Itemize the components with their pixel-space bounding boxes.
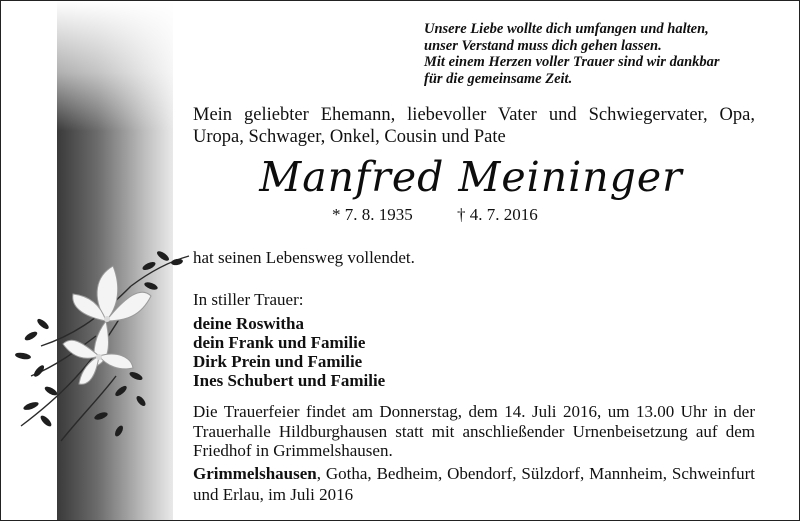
quote-line: Unsere Liebe wollte dich umfangen und halten, bbox=[424, 21, 709, 37]
quote-line: Mit einem Herzen voller Trauer sind wir dankbar bbox=[424, 54, 720, 70]
quote-line: für die gemeinsame Zeit. bbox=[424, 70, 573, 87]
mourning-intro: In stiller Trauer: bbox=[193, 290, 304, 309]
lily-flower-illustration bbox=[1, 226, 201, 456]
place-bold: Grimmelshausen bbox=[193, 464, 317, 483]
mourner-name: deine Roswitha bbox=[193, 314, 304, 333]
quote-line: unser Verstand muss dich gehen lassen. bbox=[424, 37, 662, 54]
birth-date: * 7. 8. 1935 bbox=[332, 205, 413, 224]
deceased-name: Manfred Meininger bbox=[259, 153, 683, 201]
mourner-name: Ines Schubert und Familie bbox=[193, 371, 386, 390]
mourner-name: dein Frank und Familie bbox=[193, 333, 366, 352]
life-line-text: hat seinen Lebensweg vollendet. bbox=[193, 248, 415, 267]
death-date: † 4. 7. 2016 bbox=[457, 205, 538, 224]
places-rest: , Gotha, Bedheim, Obendorf, Sülzdorf, Mannheim, Schweinfurt und Erlau, im Juli 2016 bbox=[193, 464, 755, 504]
memorial-quote bbox=[424, 21, 784, 87]
mourners-list bbox=[193, 314, 385, 390]
intro-text: Mein geliebter Ehemann, liebevoller Vater und Schwiegervater, Opa, Uropa, Schwager, Onkel, Cousin und Pate bbox=[193, 105, 755, 147]
funeral-details: Die Trauerfeier findet am Donnerstag, dem 14. Juli 2016, um 13.00 Uhr in der Trauerhalle Hildburghausen statt mit anschließender Urnenbeisetzung auf dem Friedhof in Grimmelshausen. bbox=[193, 402, 755, 460]
mourner-name: Dirk Prein und Familie bbox=[193, 352, 363, 371]
places-line bbox=[193, 464, 755, 505]
band-fade bbox=[57, 1, 173, 131]
